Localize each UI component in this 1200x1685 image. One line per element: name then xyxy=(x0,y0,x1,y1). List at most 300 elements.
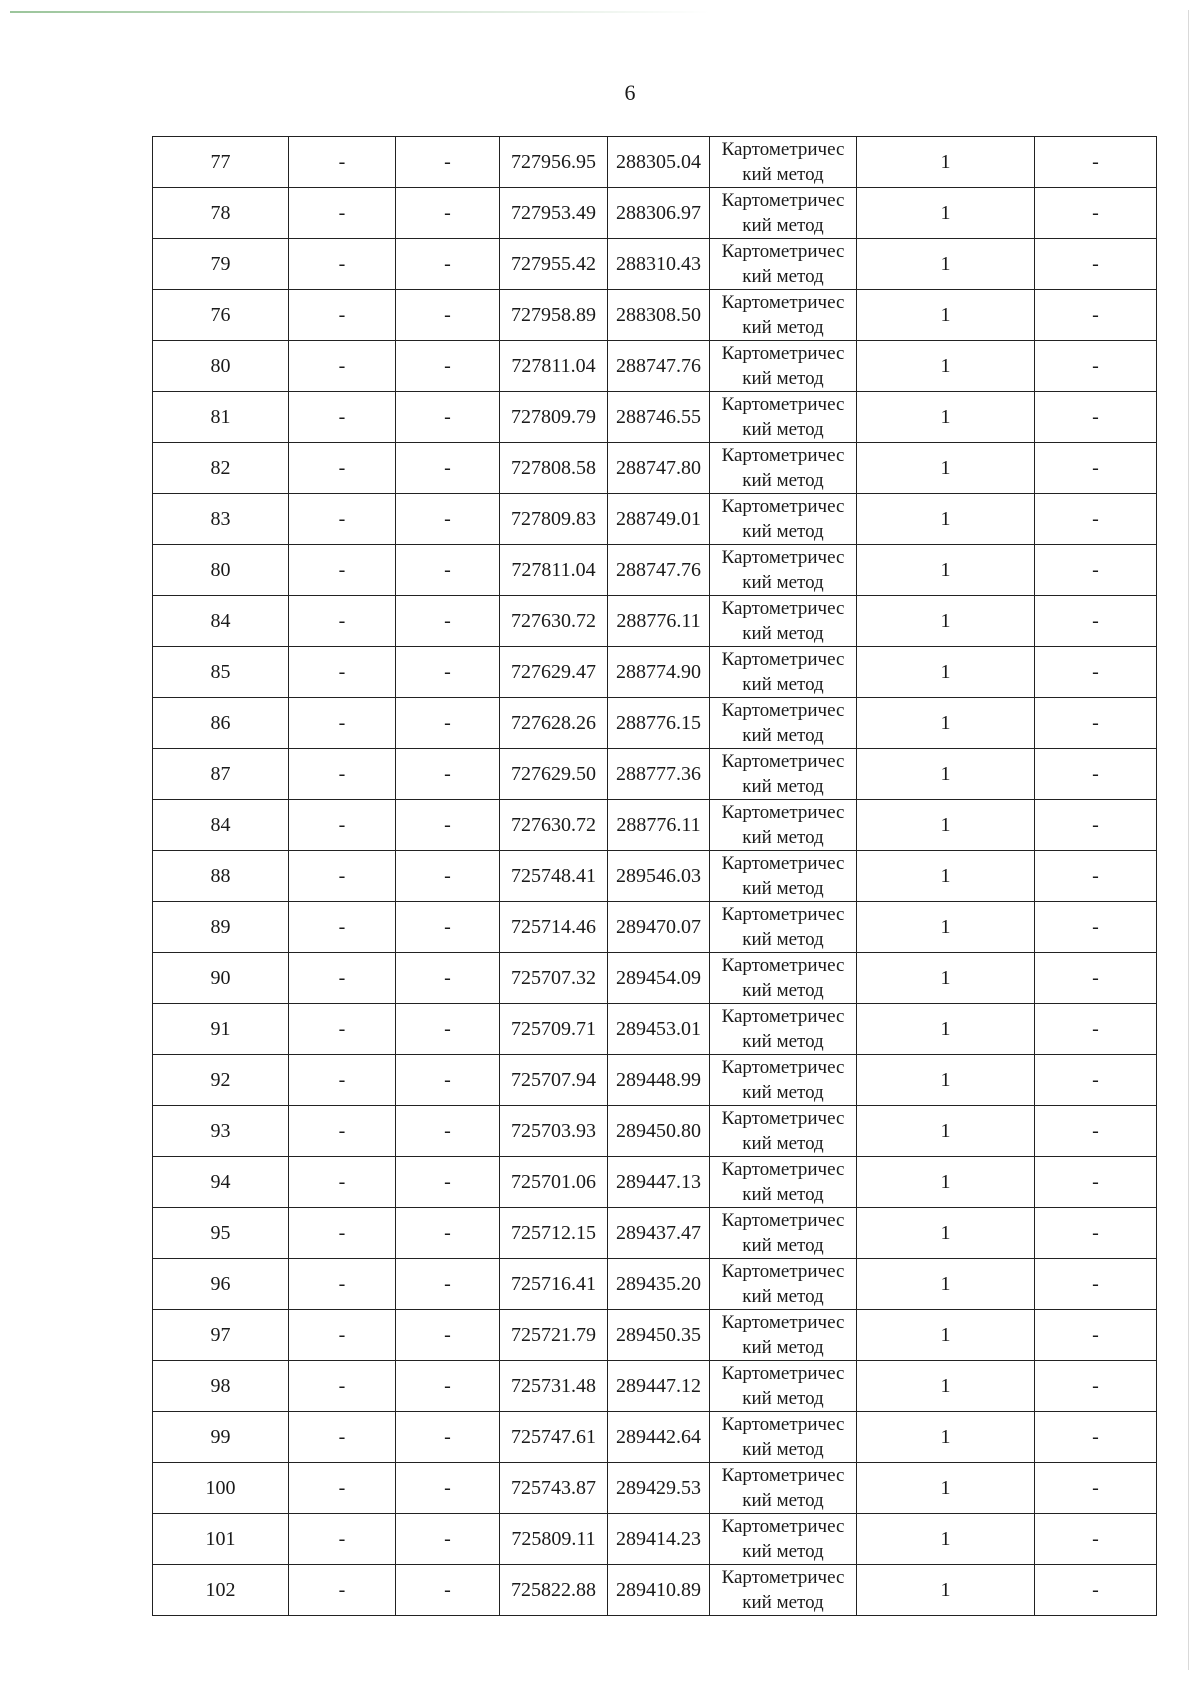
method-cell xyxy=(710,494,857,545)
x-coordinate-cell: 725747.61 xyxy=(500,1412,608,1463)
method-line-1: Картометричес xyxy=(721,802,845,823)
note-cell: - xyxy=(1035,1565,1157,1616)
y-coordinate-cell: 289414.23 xyxy=(608,1514,710,1565)
point-number-cell: 100 xyxy=(153,1463,289,1514)
accuracy-cell: 1 xyxy=(857,800,1035,851)
method-line-1: Картометричес xyxy=(721,598,845,619)
y-coordinate-cell: 288310.43 xyxy=(608,239,710,290)
method-line-2: кий метод xyxy=(742,266,824,287)
column-2-cell: - xyxy=(289,698,396,749)
note-cell: - xyxy=(1035,239,1157,290)
method-line-2: кий метод xyxy=(742,368,824,389)
accuracy-cell: 1 xyxy=(857,494,1035,545)
table-row xyxy=(153,1259,1157,1310)
point-number-cell: 101 xyxy=(153,1514,289,1565)
y-coordinate-cell: 288306.97 xyxy=(608,188,710,239)
accuracy-cell: 1 xyxy=(857,1463,1035,1514)
method-line-1: Картометричес xyxy=(721,394,845,415)
note-cell: - xyxy=(1035,851,1157,902)
table-row xyxy=(153,239,1157,290)
table-row xyxy=(153,290,1157,341)
method-line-1: Картометричес xyxy=(721,1363,845,1384)
y-coordinate-cell: 289435.20 xyxy=(608,1259,710,1310)
x-coordinate-cell: 727628.26 xyxy=(500,698,608,749)
x-coordinate-cell: 727811.04 xyxy=(500,341,608,392)
column-2-cell: - xyxy=(289,902,396,953)
method-line-1: Картометричес xyxy=(721,292,845,313)
page-number: 6 xyxy=(624,80,636,105)
method-line-1: Картометричес xyxy=(721,1108,845,1129)
column-3-cell: - xyxy=(396,188,500,239)
note-cell: - xyxy=(1035,1310,1157,1361)
column-3-cell: - xyxy=(396,902,500,953)
coordinates-table-body xyxy=(153,137,1157,1616)
y-coordinate-cell: 289454.09 xyxy=(608,953,710,1004)
note-cell: - xyxy=(1035,647,1157,698)
method-line-1: Картометричес xyxy=(721,1465,845,1486)
y-coordinate-cell: 288776.15 xyxy=(608,698,710,749)
method-cell xyxy=(710,698,857,749)
point-number-cell: 99 xyxy=(153,1412,289,1463)
y-coordinate-cell: 288747.76 xyxy=(608,341,710,392)
column-3-cell: - xyxy=(396,851,500,902)
point-number-cell: 95 xyxy=(153,1208,289,1259)
column-2-cell: - xyxy=(289,953,396,1004)
note-cell: - xyxy=(1035,1514,1157,1565)
column-2-cell: - xyxy=(289,443,396,494)
table-row xyxy=(153,188,1157,239)
method-cell xyxy=(710,137,857,188)
accuracy-cell: 1 xyxy=(857,290,1035,341)
method-cell xyxy=(710,1310,857,1361)
accuracy-cell: 1 xyxy=(857,545,1035,596)
column-3-cell: - xyxy=(396,443,500,494)
method-cell xyxy=(710,290,857,341)
note-cell: - xyxy=(1035,290,1157,341)
x-coordinate-cell: 725748.41 xyxy=(500,851,608,902)
method-cell xyxy=(710,1157,857,1208)
table-row xyxy=(153,1412,1157,1463)
point-number-cell: 102 xyxy=(153,1565,289,1616)
table-row xyxy=(153,596,1157,647)
column-3-cell: - xyxy=(396,749,500,800)
column-3-cell: - xyxy=(396,1463,500,1514)
note-cell: - xyxy=(1035,545,1157,596)
y-coordinate-cell: 288305.04 xyxy=(608,137,710,188)
method-line-2: кий метод xyxy=(742,674,824,695)
method-line-1: Картометричес xyxy=(721,955,845,976)
x-coordinate-cell: 727630.72 xyxy=(500,800,608,851)
column-3-cell: - xyxy=(396,1412,500,1463)
point-number-cell: 89 xyxy=(153,902,289,953)
method-line-1: Картометричес xyxy=(721,1210,845,1231)
column-3-cell: - xyxy=(396,239,500,290)
x-coordinate-cell: 725716.41 xyxy=(500,1259,608,1310)
note-cell: - xyxy=(1035,341,1157,392)
column-3-cell: - xyxy=(396,647,500,698)
method-cell xyxy=(710,443,857,494)
column-2-cell: - xyxy=(289,341,396,392)
point-number-cell: 92 xyxy=(153,1055,289,1106)
method-line-2: кий метод xyxy=(742,470,824,491)
point-number-cell: 80 xyxy=(153,545,289,596)
note-cell: - xyxy=(1035,188,1157,239)
method-line-2: кий метод xyxy=(742,878,824,899)
point-number-cell: 82 xyxy=(153,443,289,494)
y-coordinate-cell: 288747.80 xyxy=(608,443,710,494)
note-cell: - xyxy=(1035,1157,1157,1208)
point-number-cell: 90 xyxy=(153,953,289,1004)
method-line-1: Картометричес xyxy=(721,1567,845,1588)
method-line-1: Картометричес xyxy=(721,241,845,262)
point-number-cell: 87 xyxy=(153,749,289,800)
method-cell xyxy=(710,800,857,851)
method-line-1: Картометричес xyxy=(721,139,845,160)
column-3-cell: - xyxy=(396,545,500,596)
method-line-2: кий метод xyxy=(742,623,824,644)
column-2-cell: - xyxy=(289,392,396,443)
point-number-cell: 77 xyxy=(153,137,289,188)
x-coordinate-cell: 725731.48 xyxy=(500,1361,608,1412)
method-line-1: Картометричес xyxy=(721,445,845,466)
column-2-cell: - xyxy=(289,647,396,698)
method-cell xyxy=(710,1361,857,1412)
table-row xyxy=(153,851,1157,902)
method-line-2: кий метод xyxy=(742,725,824,746)
column-3-cell: - xyxy=(396,800,500,851)
table-row xyxy=(153,137,1157,188)
y-coordinate-cell: 288777.36 xyxy=(608,749,710,800)
note-cell: - xyxy=(1035,749,1157,800)
method-line-2: кий метод xyxy=(742,1082,824,1103)
table-row xyxy=(153,1055,1157,1106)
note-cell: - xyxy=(1035,1208,1157,1259)
point-number-cell: 96 xyxy=(153,1259,289,1310)
x-coordinate-cell: 725721.79 xyxy=(500,1310,608,1361)
table-row xyxy=(153,698,1157,749)
y-coordinate-cell: 289442.64 xyxy=(608,1412,710,1463)
point-number-cell: 97 xyxy=(153,1310,289,1361)
method-line-1: Картометричес xyxy=(721,1261,845,1282)
method-line-2: кий метод xyxy=(742,1592,824,1613)
method-line-2: кий метод xyxy=(742,572,824,593)
method-cell xyxy=(710,1055,857,1106)
y-coordinate-cell: 288749.01 xyxy=(608,494,710,545)
y-coordinate-cell: 289448.99 xyxy=(608,1055,710,1106)
column-3-cell: - xyxy=(396,698,500,749)
column-2-cell: - xyxy=(289,1157,396,1208)
method-line-2: кий метод xyxy=(742,1286,824,1307)
accuracy-cell: 1 xyxy=(857,1157,1035,1208)
table-row xyxy=(153,1208,1157,1259)
column-2-cell: - xyxy=(289,188,396,239)
method-line-2: кий метод xyxy=(742,929,824,950)
note-cell: - xyxy=(1035,1106,1157,1157)
accuracy-cell: 1 xyxy=(857,1259,1035,1310)
column-2-cell: - xyxy=(289,545,396,596)
column-3-cell: - xyxy=(396,1361,500,1412)
y-coordinate-cell: 288776.11 xyxy=(608,800,710,851)
x-coordinate-cell: 725743.87 xyxy=(500,1463,608,1514)
method-cell xyxy=(710,545,857,596)
y-coordinate-cell: 289410.89 xyxy=(608,1565,710,1616)
accuracy-cell: 1 xyxy=(857,902,1035,953)
note-cell: - xyxy=(1035,443,1157,494)
accuracy-cell: 1 xyxy=(857,749,1035,800)
column-3-cell: - xyxy=(396,1157,500,1208)
note-cell: - xyxy=(1035,800,1157,851)
column-2-cell: - xyxy=(289,290,396,341)
table-row xyxy=(153,1004,1157,1055)
accuracy-cell: 1 xyxy=(857,1565,1035,1616)
x-coordinate-cell: 727809.79 xyxy=(500,392,608,443)
accuracy-cell: 1 xyxy=(857,188,1035,239)
column-3-cell: - xyxy=(396,1259,500,1310)
accuracy-cell: 1 xyxy=(857,1106,1035,1157)
x-coordinate-cell: 725712.15 xyxy=(500,1208,608,1259)
column-3-cell: - xyxy=(396,1565,500,1616)
method-line-1: Картометричес xyxy=(721,1312,845,1333)
method-line-1: Картометричес xyxy=(721,343,845,364)
method-line-1: Картометричес xyxy=(721,904,845,925)
method-line-1: Картометричес xyxy=(721,649,845,670)
method-line-2: кий метод xyxy=(742,1337,824,1358)
point-number-cell: 88 xyxy=(153,851,289,902)
method-line-2: кий метод xyxy=(742,1235,824,1256)
table-row xyxy=(153,749,1157,800)
table-row xyxy=(153,1310,1157,1361)
y-coordinate-cell: 289437.47 xyxy=(608,1208,710,1259)
method-line-2: кий метод xyxy=(742,1541,824,1562)
note-cell: - xyxy=(1035,1004,1157,1055)
x-coordinate-cell: 727629.50 xyxy=(500,749,608,800)
x-coordinate-cell: 725701.06 xyxy=(500,1157,608,1208)
x-coordinate-cell: 725707.32 xyxy=(500,953,608,1004)
method-line-1: Картометричес xyxy=(721,853,845,874)
point-number-cell: 80 xyxy=(153,341,289,392)
table-row xyxy=(153,800,1157,851)
y-coordinate-cell: 289450.35 xyxy=(608,1310,710,1361)
accuracy-cell: 1 xyxy=(857,647,1035,698)
note-cell: - xyxy=(1035,1361,1157,1412)
method-line-2: кий метод xyxy=(742,521,824,542)
table-row xyxy=(153,902,1157,953)
y-coordinate-cell: 288308.50 xyxy=(608,290,710,341)
column-2-cell: - xyxy=(289,1412,396,1463)
x-coordinate-cell: 727956.95 xyxy=(500,137,608,188)
table-row xyxy=(153,1106,1157,1157)
y-coordinate-cell: 289453.01 xyxy=(608,1004,710,1055)
y-coordinate-cell: 289470.07 xyxy=(608,902,710,953)
accuracy-cell: 1 xyxy=(857,443,1035,494)
table-row xyxy=(153,341,1157,392)
table-row xyxy=(153,1463,1157,1514)
note-cell: - xyxy=(1035,1055,1157,1106)
column-2-cell: - xyxy=(289,1055,396,1106)
y-coordinate-cell: 289450.80 xyxy=(608,1106,710,1157)
column-3-cell: - xyxy=(396,137,500,188)
x-coordinate-cell: 727955.42 xyxy=(500,239,608,290)
accuracy-cell: 1 xyxy=(857,341,1035,392)
column-2-cell: - xyxy=(289,1106,396,1157)
accuracy-cell: 1 xyxy=(857,1004,1035,1055)
method-line-2: кий метод xyxy=(742,317,824,338)
scan-edge-right xyxy=(1188,10,1189,1670)
method-cell xyxy=(710,902,857,953)
table-row xyxy=(153,392,1157,443)
note-cell: - xyxy=(1035,1259,1157,1310)
column-3-cell: - xyxy=(396,1310,500,1361)
column-2-cell: - xyxy=(289,1259,396,1310)
accuracy-cell: 1 xyxy=(857,698,1035,749)
accuracy-cell: 1 xyxy=(857,596,1035,647)
column-3-cell: - xyxy=(396,1514,500,1565)
table-row xyxy=(153,1157,1157,1208)
accuracy-cell: 1 xyxy=(857,392,1035,443)
method-cell xyxy=(710,188,857,239)
x-coordinate-cell: 725822.88 xyxy=(500,1565,608,1616)
method-cell xyxy=(710,1412,857,1463)
point-number-cell: 93 xyxy=(153,1106,289,1157)
method-cell xyxy=(710,239,857,290)
note-cell: - xyxy=(1035,392,1157,443)
column-2-cell: - xyxy=(289,800,396,851)
y-coordinate-cell: 288747.76 xyxy=(608,545,710,596)
x-coordinate-cell: 727808.58 xyxy=(500,443,608,494)
x-coordinate-cell: 725714.46 xyxy=(500,902,608,953)
y-coordinate-cell: 289546.03 xyxy=(608,851,710,902)
y-coordinate-cell: 289429.53 xyxy=(608,1463,710,1514)
method-cell xyxy=(710,1208,857,1259)
column-2-cell: - xyxy=(289,1310,396,1361)
method-line-1: Картометричес xyxy=(721,1006,845,1027)
point-number-cell: 98 xyxy=(153,1361,289,1412)
x-coordinate-cell: 727630.72 xyxy=(500,596,608,647)
column-3-cell: - xyxy=(396,953,500,1004)
method-line-2: кий метод xyxy=(742,1184,824,1205)
method-cell xyxy=(710,596,857,647)
accuracy-cell: 1 xyxy=(857,1208,1035,1259)
table-row xyxy=(153,443,1157,494)
column-3-cell: - xyxy=(396,341,500,392)
method-cell xyxy=(710,341,857,392)
column-3-cell: - xyxy=(396,1055,500,1106)
scan-edge-top xyxy=(10,11,710,13)
method-cell xyxy=(710,851,857,902)
column-2-cell: - xyxy=(289,137,396,188)
x-coordinate-cell: 727809.83 xyxy=(500,494,608,545)
method-cell xyxy=(710,1106,857,1157)
method-line-1: Картометричес xyxy=(721,700,845,721)
method-line-2: кий метод xyxy=(742,1439,824,1460)
x-coordinate-cell: 727629.47 xyxy=(500,647,608,698)
method-line-1: Картометричес xyxy=(721,547,845,568)
point-number-cell: 76 xyxy=(153,290,289,341)
table-row xyxy=(153,1565,1157,1616)
y-coordinate-cell: 289447.12 xyxy=(608,1361,710,1412)
x-coordinate-cell: 727953.49 xyxy=(500,188,608,239)
method-line-2: кий метод xyxy=(742,980,824,1001)
method-cell xyxy=(710,1463,857,1514)
method-cell xyxy=(710,1259,857,1310)
column-2-cell: - xyxy=(289,749,396,800)
x-coordinate-cell: 725703.93 xyxy=(500,1106,608,1157)
point-number-cell: 83 xyxy=(153,494,289,545)
method-line-2: кий метод xyxy=(742,776,824,797)
method-line-2: кий метод xyxy=(742,1031,824,1052)
method-line-2: кий метод xyxy=(742,1490,824,1511)
table-row xyxy=(153,545,1157,596)
column-3-cell: - xyxy=(396,1106,500,1157)
column-3-cell: - xyxy=(396,494,500,545)
point-number-cell: 78 xyxy=(153,188,289,239)
method-line-1: Картометричес xyxy=(721,190,845,211)
column-2-cell: - xyxy=(289,851,396,902)
method-line-1: Картометричес xyxy=(721,1057,845,1078)
column-3-cell: - xyxy=(396,596,500,647)
coordinates-table xyxy=(152,136,1157,1616)
column-3-cell: - xyxy=(396,1208,500,1259)
note-cell: - xyxy=(1035,1463,1157,1514)
accuracy-cell: 1 xyxy=(857,137,1035,188)
method-line-2: кий метод xyxy=(742,1133,824,1154)
column-2-cell: - xyxy=(289,596,396,647)
method-line-2: кий метод xyxy=(742,215,824,236)
column-2-cell: - xyxy=(289,1565,396,1616)
column-2-cell: - xyxy=(289,1514,396,1565)
y-coordinate-cell: 288776.11 xyxy=(608,596,710,647)
point-number-cell: 84 xyxy=(153,800,289,851)
x-coordinate-cell: 727958.89 xyxy=(500,290,608,341)
method-line-2: кий метод xyxy=(742,419,824,440)
method-line-1: Картометричес xyxy=(721,496,845,517)
point-number-cell: 94 xyxy=(153,1157,289,1208)
method-cell xyxy=(710,953,857,1004)
method-cell xyxy=(710,1004,857,1055)
column-2-cell: - xyxy=(289,494,396,545)
method-line-2: кий метод xyxy=(742,1388,824,1409)
y-coordinate-cell: 288774.90 xyxy=(608,647,710,698)
y-coordinate-cell: 289447.13 xyxy=(608,1157,710,1208)
method-cell xyxy=(710,647,857,698)
method-line-1: Картометричес xyxy=(721,1414,845,1435)
method-cell xyxy=(710,392,857,443)
accuracy-cell: 1 xyxy=(857,239,1035,290)
method-line-1: Картометричес xyxy=(721,1159,845,1180)
note-cell: - xyxy=(1035,902,1157,953)
accuracy-cell: 1 xyxy=(857,1514,1035,1565)
column-2-cell: - xyxy=(289,1004,396,1055)
table-row xyxy=(153,647,1157,698)
note-cell: - xyxy=(1035,596,1157,647)
point-number-cell: 85 xyxy=(153,647,289,698)
method-cell xyxy=(710,1514,857,1565)
method-line-1: Картометричес xyxy=(721,1516,845,1537)
accuracy-cell: 1 xyxy=(857,1055,1035,1106)
x-coordinate-cell: 725709.71 xyxy=(500,1004,608,1055)
point-number-cell: 86 xyxy=(153,698,289,749)
note-cell: - xyxy=(1035,1412,1157,1463)
accuracy-cell: 1 xyxy=(857,953,1035,1004)
table-row xyxy=(153,494,1157,545)
note-cell: - xyxy=(1035,953,1157,1004)
method-line-1: Картометричес xyxy=(721,751,845,772)
point-number-cell: 81 xyxy=(153,392,289,443)
column-2-cell: - xyxy=(289,1463,396,1514)
note-cell: - xyxy=(1035,137,1157,188)
point-number-cell: 91 xyxy=(153,1004,289,1055)
column-2-cell: - xyxy=(289,1361,396,1412)
